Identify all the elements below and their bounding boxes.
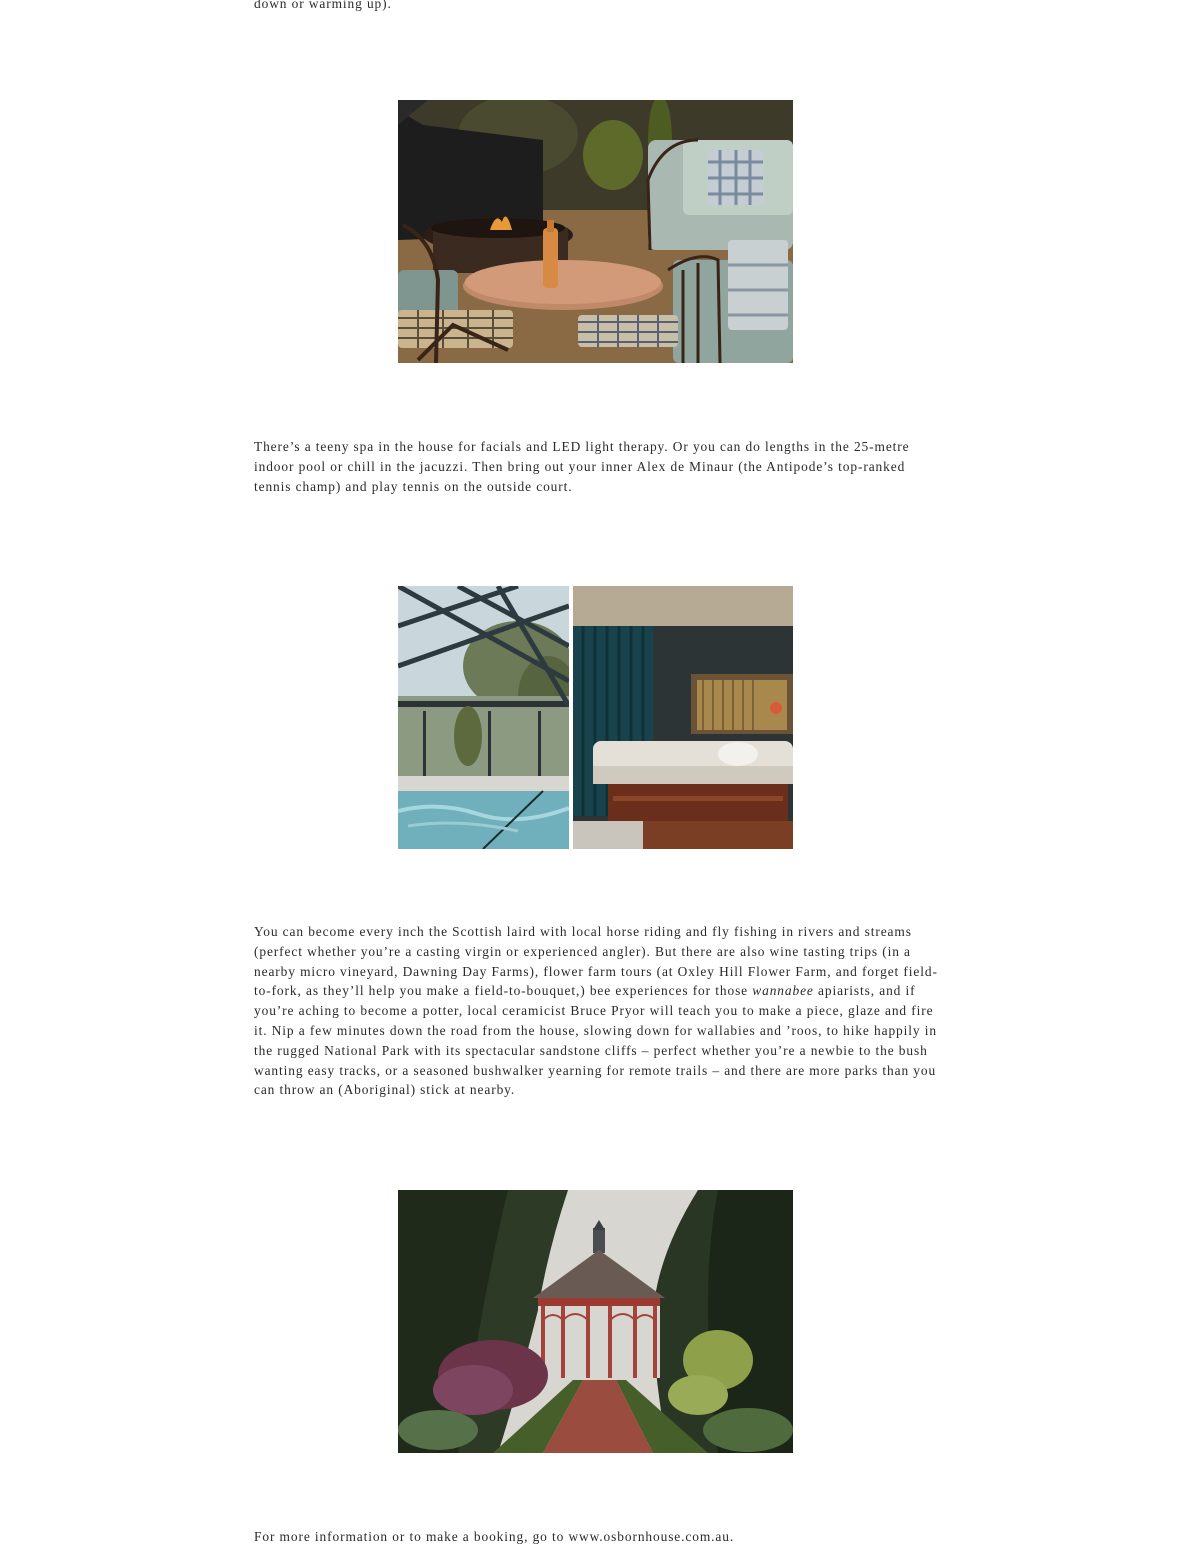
activities-text-italic: wannabee (752, 983, 814, 999)
spa-paragraph: There’s a teeny spa in the house for facials and LED light therapy. Or you can do lengths in the 25-metre indoor pool or chill in the jacuzzi. Then bring out your inner Alex de Minaur (the Antipode’s top-ranked tennis champ) and play tennis on the outside court. (254, 439, 910, 494)
booking-info-line: For more information or to make a booking, go to www.osbornhouse.com.au. (254, 1529, 735, 1544)
activities-paragraph (254, 922, 939, 1100)
spa-treatment-room-photo (573, 586, 793, 849)
paragraph-fragment-top: down or warming up). (254, 0, 392, 11)
indoor-pool-photo (398, 586, 569, 849)
activities-text-part2: apiarists, and if you’re aching to become a potter, local ceramicist Bruce Pryor will teach you to make a piece, glaze and fire it. Nip a few minutes down the road from the house, slowing down for wallabies and ’roos, to hike happily in the rugged National Park with its spectacular sandstone cliffs – perfect whether you’re a newbie to the bush wanting easy tracks, or a seasoned bushwalker yearning for remote trails – and there are more parks than you can throw an (Aboriginal) stick at nearby. (254, 983, 937, 1098)
activities-text-part1: You can become every inch the Scottish laird with local horse riding and fly fishing in rivers and streams (perfect whether you’re a casting virgin or experienced angler). But there are also wine tasting trips (in a nearby micro vineyard, Dawning Day Farms), flower farm tours (at Oxley Hill Flower Farm, and forget field-to-fork, as they’ll help you make a field-to-bouquet,) bee experiences for those (254, 924, 938, 999)
firepit-lounge-photo (398, 100, 793, 363)
garden-gazebo-photo (398, 1190, 793, 1453)
